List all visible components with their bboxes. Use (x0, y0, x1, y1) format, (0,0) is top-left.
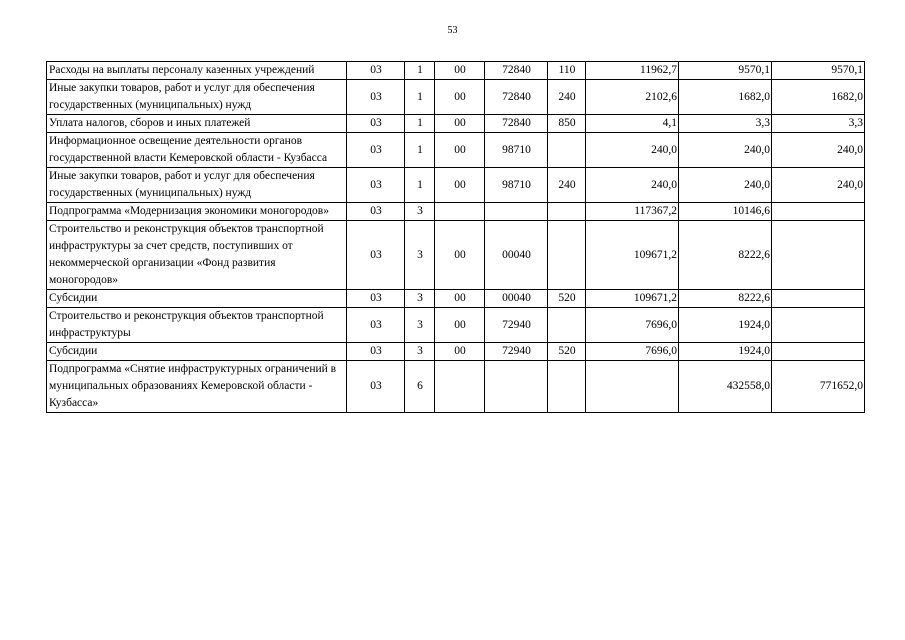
section-code-cell: 03 (347, 133, 405, 168)
section-code-cell: 03 (347, 343, 405, 361)
amount-year-2-cell: 1682,0 (679, 80, 772, 115)
program-code-cell (435, 203, 485, 221)
article-code-cell: 72940 (485, 343, 548, 361)
amount-year-2-cell: 432558,0 (679, 361, 772, 413)
amount-year-1-cell (586, 361, 679, 413)
amount-year-1-cell: 2102,6 (586, 80, 679, 115)
amount-year-3-cell (772, 290, 865, 308)
amount-year-3-cell: 240,0 (772, 168, 865, 203)
amount-year-1-cell: 240,0 (586, 133, 679, 168)
amount-year-1-cell: 117367,2 (586, 203, 679, 221)
table-row (47, 308, 865, 343)
program-code-cell: 00 (435, 290, 485, 308)
expense-type-code-cell (548, 221, 586, 290)
amount-year-2-cell: 8222,6 (679, 290, 772, 308)
table-row (47, 343, 865, 361)
amount-year-2-cell: 1924,0 (679, 308, 772, 343)
program-code-cell: 00 (435, 168, 485, 203)
subsection-code-cell: 1 (405, 115, 435, 133)
amount-year-2-cell: 240,0 (679, 168, 772, 203)
amount-year-2-cell: 10146,6 (679, 203, 772, 221)
expense-name-cell: Подпрограмма «Снятие инфраструктурных ограничений в муниципальных образованиях Кемеровской области - Кузбасса» (47, 361, 347, 413)
article-code-cell: 00040 (485, 290, 548, 308)
expense-name-cell: Подпрограмма «Модернизация экономики моногородов» (47, 203, 347, 221)
section-code-cell: 03 (347, 62, 405, 80)
table-row (47, 203, 865, 221)
expense-type-code-cell: 520 (548, 343, 586, 361)
amount-year-2-cell: 9570,1 (679, 62, 772, 80)
section-code-cell: 03 (347, 80, 405, 115)
table-row (47, 62, 865, 80)
program-code-cell: 00 (435, 62, 485, 80)
expense-type-code-cell (548, 203, 586, 221)
program-code-cell: 00 (435, 308, 485, 343)
expense-name-cell: Иные закупки товаров, работ и услуг для обеспечения государственных (муниципальных) нужд (47, 168, 347, 203)
section-code-cell: 03 (347, 115, 405, 133)
article-code-cell: 00040 (485, 221, 548, 290)
table-row (47, 133, 865, 168)
table-row (47, 221, 865, 290)
subsection-code-cell: 3 (405, 290, 435, 308)
amount-year-3-cell: 771652,0 (772, 361, 865, 413)
article-code-cell (485, 203, 548, 221)
expense-name-cell: Иные закупки товаров, работ и услуг для обеспечения государственных (муниципальных) нужд (47, 80, 347, 115)
table-row (47, 115, 865, 133)
expense-type-code-cell: 110 (548, 62, 586, 80)
expense-type-code-cell: 850 (548, 115, 586, 133)
section-code-cell: 03 (347, 168, 405, 203)
expense-name-cell: Субсидии (47, 290, 347, 308)
amount-year-3-cell: 1682,0 (772, 80, 865, 115)
article-code-cell (485, 361, 548, 413)
expense-type-code-cell: 240 (548, 168, 586, 203)
subsection-code-cell: 1 (405, 62, 435, 80)
article-code-cell: 72840 (485, 62, 548, 80)
expense-name-cell: Строительство и реконструкция объектов транспортной инфраструктуры (47, 308, 347, 343)
amount-year-1-cell: 4,1 (586, 115, 679, 133)
amount-year-1-cell: 109671,2 (586, 290, 679, 308)
article-code-cell: 72840 (485, 80, 548, 115)
expense-type-code-cell: 520 (548, 290, 586, 308)
article-code-cell: 72940 (485, 308, 548, 343)
expense-type-code-cell (548, 308, 586, 343)
subsection-code-cell: 3 (405, 343, 435, 361)
amount-year-1-cell: 7696,0 (586, 343, 679, 361)
article-code-cell: 72840 (485, 115, 548, 133)
expense-type-code-cell: 240 (548, 80, 586, 115)
table-row (47, 168, 865, 203)
article-code-cell: 98710 (485, 168, 548, 203)
expense-type-code-cell (548, 361, 586, 413)
amount-year-2-cell: 1924,0 (679, 343, 772, 361)
table-row (47, 80, 865, 115)
page-number: 53 (447, 25, 458, 36)
amount-year-3-cell: 3,3 (772, 115, 865, 133)
expense-name-cell: Строительство и реконструкция объектов транспортной инфраструктуры за счет средств, поступивших от некоммерческой организации «Фонд развития моногородов» (47, 221, 347, 290)
amount-year-3-cell (772, 221, 865, 290)
amount-year-3-cell (772, 343, 865, 361)
amount-year-3-cell: 240,0 (772, 133, 865, 168)
expense-name-cell: Расходы на выплаты персоналу казенных учреждений (47, 62, 347, 80)
subsection-code-cell: 6 (405, 361, 435, 413)
amount-year-3-cell (772, 308, 865, 343)
amount-year-1-cell: 11962,7 (586, 62, 679, 80)
table-body (47, 62, 865, 413)
section-code-cell: 03 (347, 221, 405, 290)
program-code-cell: 00 (435, 133, 485, 168)
subsection-code-cell: 1 (405, 80, 435, 115)
program-code-cell: 00 (435, 80, 485, 115)
section-code-cell: 03 (347, 361, 405, 413)
section-code-cell: 03 (347, 203, 405, 221)
table-row (47, 361, 865, 413)
expense-name-cell: Информационное освещение деятельности органов государственной власти Кемеровской области - Кузбасса (47, 133, 347, 168)
subsection-code-cell: 3 (405, 221, 435, 290)
amount-year-3-cell: 9570,1 (772, 62, 865, 80)
article-code-cell: 98710 (485, 133, 548, 168)
table-row (47, 290, 865, 308)
amount-year-1-cell: 240,0 (586, 168, 679, 203)
budget-table (46, 61, 865, 413)
amount-year-3-cell (772, 203, 865, 221)
program-code-cell: 00 (435, 115, 485, 133)
subsection-code-cell: 3 (405, 203, 435, 221)
program-code-cell: 00 (435, 343, 485, 361)
section-code-cell: 03 (347, 290, 405, 308)
amount-year-2-cell: 240,0 (679, 133, 772, 168)
expense-name-cell: Субсидии (47, 343, 347, 361)
program-code-cell: 00 (435, 221, 485, 290)
subsection-code-cell: 1 (405, 168, 435, 203)
amount-year-2-cell: 8222,6 (679, 221, 772, 290)
amount-year-1-cell: 109671,2 (586, 221, 679, 290)
expense-type-code-cell (548, 133, 586, 168)
expense-name-cell: Уплата налогов, сборов и иных платежей (47, 115, 347, 133)
subsection-code-cell: 1 (405, 133, 435, 168)
section-code-cell: 03 (347, 308, 405, 343)
amount-year-2-cell: 3,3 (679, 115, 772, 133)
subsection-code-cell: 3 (405, 308, 435, 343)
amount-year-1-cell: 7696,0 (586, 308, 679, 343)
program-code-cell (435, 361, 485, 413)
